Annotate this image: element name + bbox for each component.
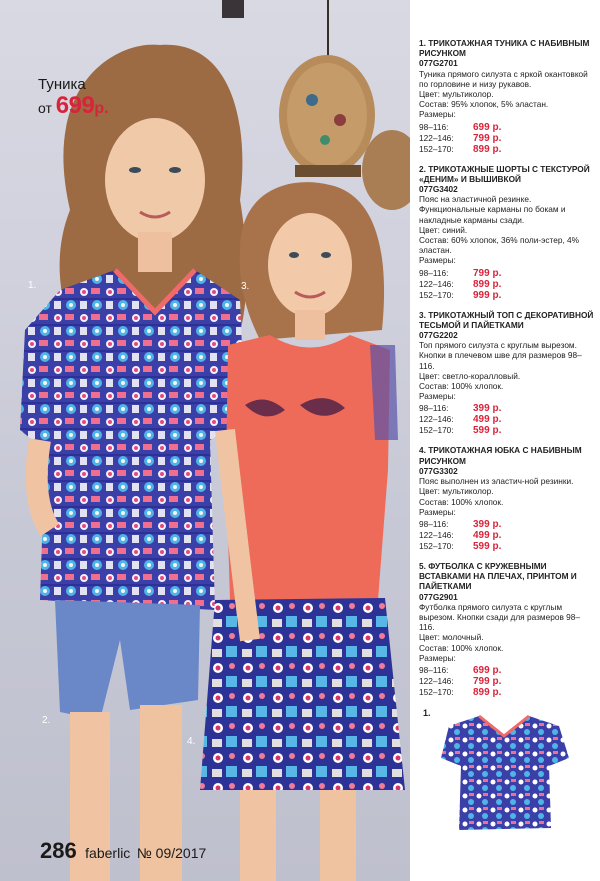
promo-price: 699 [55,92,95,119]
price-row [419,519,595,530]
product-sizes-label: Размеры: [419,506,456,517]
size-range: 98–116: [419,267,449,278]
price-row [419,541,595,552]
brand-name: faberlic [85,845,131,861]
price-row [419,268,595,279]
product-block [419,38,595,155]
price-list [419,519,595,552]
size-range: 122–146: [419,414,454,425]
price-row [419,133,595,144]
price-row [419,676,595,687]
promo-price-line [38,94,109,121]
product-code: 077G2701 [419,58,458,69]
size-price: 499 р. [473,529,502,541]
product-title: 1. ТРИКОТАЖНАЯ ТУНИКА С НАБИВНЫМ РИСУНКОМ [419,38,590,59]
size-price: 799 р. [473,675,502,687]
product-color: Цвет: синий. [419,224,468,235]
size-range: 152–170: [419,686,454,697]
size-range: 152–170: [419,143,454,154]
size-range: 98–116: [419,403,449,414]
price-row [419,687,595,698]
thumbnail-label: 1. [423,708,431,718]
product-block [419,310,595,437]
size-price: 699 р. [473,121,502,133]
size-price: 899 р. [473,143,502,155]
product-composition: Состав: 100% хлопок. [419,642,504,653]
price-row [419,403,595,414]
product-sizes-label: Размеры: [419,652,456,663]
product-composition: Состав: 100% хлопок. [419,496,504,507]
size-price: 399 р. [473,518,502,530]
size-price: 999 р. [473,289,502,301]
price-list [419,268,595,301]
product-sizes-label: Размеры: [419,391,456,402]
product-code: 077G3302 [419,465,458,476]
product-description: Туника прямого силуэта с яркой окантовкой по горловине и низу рукавов. [419,68,588,89]
price-row [419,425,595,436]
product-color: Цвет: молочный. [419,632,484,643]
size-range: 122–146: [419,278,454,289]
product-color: Цвет: светло-коралловый. [419,370,521,381]
promo-label: Туника [38,76,86,93]
promo-price-callout [38,76,109,121]
product-composition: Состав: 60% хлопок, 36% поли-эстер, 4% эластан. [419,235,580,256]
product-block [419,164,595,301]
size-range: 152–170: [419,289,454,300]
size-range: 122–146: [419,529,454,540]
product-code: 077G3402 [419,184,458,195]
product-code: 077G2901 [419,591,458,602]
price-row [419,530,595,541]
product-description: Пояс выполнен из эластич-ной резинки. [419,476,574,487]
product-sizes-label: Размеры: [419,109,456,120]
product-color: Цвет: мультиколор. [419,89,494,100]
product-title: 4. ТРИКОТАЖНАЯ ЮБКА С НАБИВНЫМ РИСУНКОМ [419,445,582,466]
size-range: 98–116: [419,121,449,132]
tunic-thumbnail-image [419,708,595,843]
size-range: 98–116: [419,518,449,529]
size-price: 699 р. [473,664,502,676]
product-composition: Состав: 95% хлопок, 5% эластан. [419,99,549,110]
price-row [419,665,595,676]
size-price: 599 р. [473,540,502,552]
price-list [419,665,595,698]
product-block [419,445,595,551]
product-color: Цвет: мультиколор. [419,486,494,497]
tunic-thumbnail [419,708,595,843]
product-descriptions [419,38,595,707]
size-range: 122–146: [419,132,454,143]
item-marker-3: 3. [241,281,250,292]
size-price: 599 р. [473,425,502,437]
product-description: Топ прямого силуэта с круглым вырезом. Кнопки в плечевом шве для размеров 98–116. [419,340,582,371]
item-marker-4: 4. [187,736,196,747]
promo-prefix: от [38,100,52,116]
size-price: 799 р. [473,132,502,144]
size-price: 899 р. [473,278,502,290]
size-range: 98–116: [419,664,449,675]
product-block [419,561,595,698]
size-range: 152–170: [419,425,454,436]
issue-number: № 09/2017 [136,845,207,861]
size-price: 899 р. [473,686,502,698]
product-title: 2. ТРИКОТАЖНЫЕ ШОРТЫ С ТЕКСТУРОЙ «ДЕНИМ» И ВЫШИВКОЙ [419,163,590,184]
product-code: 077G2202 [419,330,458,341]
size-price: 499 р. [473,414,502,426]
size-range: 152–170: [419,540,454,551]
product-composition: Состав: 100% хлопок. [419,381,504,392]
lantern-decoration [279,0,410,210]
item-marker-2: 2. [42,715,51,726]
price-row [419,290,595,301]
item-marker-1: 1. [28,280,37,291]
product-description: Футболка прямого силуэта с круглым вырезом. Кнопки сзади для размеров 98–116. [419,601,581,633]
price-list [419,403,595,436]
page-footer [40,838,206,864]
price-row [419,279,595,290]
size-price: 399 р. [473,403,502,415]
size-price: 799 р. [473,267,502,279]
product-sizes-label: Размеры: [419,255,456,266]
promo-currency: р. [94,100,109,117]
product-description: Пояс на эластичной резинке. Функциональные карманы по бокам и накладные карманы сзади. [419,194,566,225]
size-range: 122–146: [419,675,454,686]
price-list [419,122,595,155]
product-title: 3. ТРИКОТАЖНЫЙ ТОП С ДЕКОРАТИВНОЙ ТЕСЬМОЙ И ПАЙЕТКАМИ [419,309,594,330]
price-row [419,122,595,133]
product-title: 5. ФУТБОЛКА С КРУЖЕВНЫМИ ВСТАВКАМИ НА ПЛЕЧАХ, ПРИНТОМ И ПАЙЕТКАМИ [419,560,577,592]
price-row [419,144,595,155]
price-row [419,414,595,425]
page-number: 286 [40,838,77,863]
